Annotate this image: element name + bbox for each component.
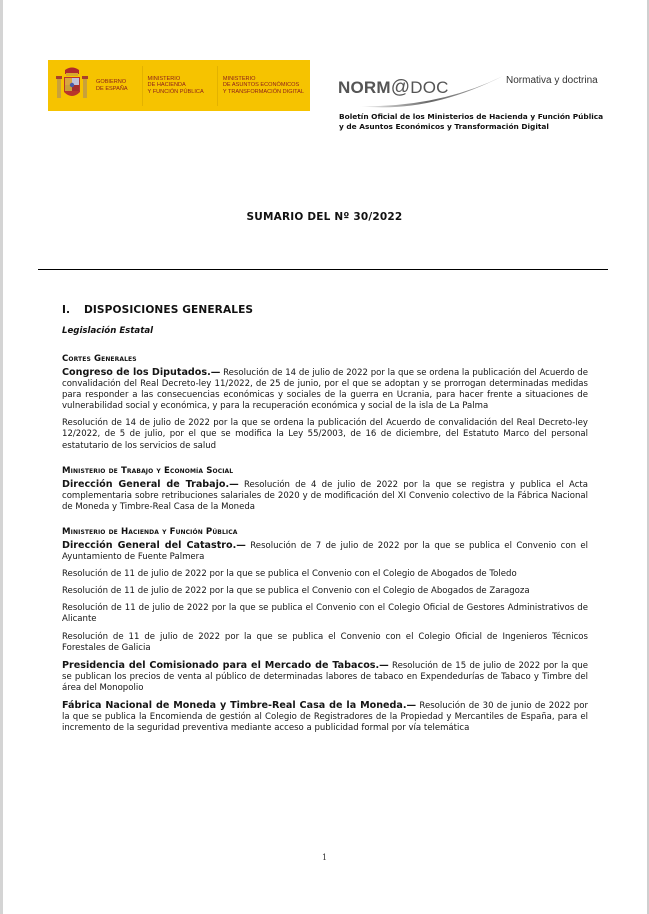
entry-text: Resolución de 14 de julio de 2022 por la que se ordena la publicación del Acuerdo de convalidación del Real Decreto-ley 12/2022, de 5 de julio, por el que se modifica la Ley 55/2003, de 16 de diciembre, del Estatuto Marco del personal estatutario de los servicios de salud	[62, 418, 588, 451]
summary-entry[interactable]	[62, 632, 588, 654]
ministry-heading: Cortes Generales	[62, 354, 137, 364]
summary-entry[interactable]	[62, 367, 588, 412]
summary-entry[interactable]	[62, 660, 588, 694]
gov-line: Y FUNCIÓN PÚBLICA	[147, 88, 204, 95]
subsection-heading: Legislación Estatal	[62, 326, 154, 336]
logo-doc: DOC	[410, 78, 449, 97]
summary-entry[interactable]	[62, 603, 588, 625]
coat-of-arms-icon	[54, 66, 90, 106]
section-heading	[62, 304, 588, 316]
logo-at: @	[390, 77, 411, 98]
gov-line: GOBIERNO	[96, 79, 127, 86]
entry-text: Resolución de 11 de julio de 2022 por la que se publica el Convenio con el Colegio de Abogados de Zaragoza	[62, 586, 530, 597]
entry-text: Resolución de 7 de julio de 2022 por la que se publica el Convenio con el Ayuntamiento de Fuente Palmera	[62, 540, 588, 563]
gov-line: DE HACIENDA	[147, 82, 186, 89]
entry-organization: Presidencia del Comisionado para el Mercado de Tabacos.—	[62, 659, 389, 671]
entry-text: Resolución de 15 de julio de 2022 por la que se publican los precios de venta al público de determinadas labores de tabaco en Expendedurías de Tabaco y Timbre del área del Monopolio	[62, 660, 588, 693]
normadoc-wordmark	[338, 77, 449, 99]
gov-line: DE ESPAÑA	[96, 85, 128, 92]
ministerio-hacienda-label	[142, 66, 217, 106]
entry-organization: Fábrica Nacional de Moneda y Timbre-Real Casa de la Moneda.—	[62, 699, 417, 711]
entry-organization: Dirección General de Trabajo.—	[62, 478, 239, 490]
gov-line: MINISTERIO	[147, 75, 181, 82]
entry-text: Resolución de 11 de julio de 2022 por la que se publica el Convenio con el Colegio de Abogados de Toledo	[62, 569, 517, 580]
entry-text: Resolución de 30 de junio de 2022 por la que se publica la Encomienda de gestión al Colegio de Registradores de la Propiedad y Mercantiles de España, para el incremento de la seguridad preventiva mediante acceso a publicidad formal por vía telemática	[62, 700, 588, 734]
page-title: SUMARIO DEL Nº 30/2022	[246, 211, 403, 223]
section-number: I.	[62, 304, 71, 316]
normadoc-logo	[338, 68, 598, 110]
summary-entry[interactable]	[62, 479, 588, 513]
summary-content	[62, 304, 588, 740]
gobierno-label	[96, 66, 142, 106]
section-title: DISPOSICIONES GENERALES	[84, 304, 254, 316]
logo-norm: NORM	[338, 78, 391, 97]
page-edge-left	[0, 0, 3, 914]
gov-line: MINISTERIO	[222, 75, 256, 82]
summary-entry[interactable]	[62, 700, 588, 734]
entry-text: Resolución de 11 de julio de 2022 por la que se publica el Convenio con el Colegio Oficial de Ingenieros Técnicos Forestales de Galicia	[62, 631, 588, 653]
government-banner	[48, 60, 310, 111]
gov-line: DE ASUNTOS ECONÓMICOS	[222, 82, 300, 89]
horizontal-divider	[38, 269, 608, 270]
ministry-heading: Ministerio de Hacienda y Función Pública	[62, 526, 238, 537]
entry-organization: Congreso de los Diputados.—	[62, 367, 221, 378]
entry-text: Resolución de 11 de julio de 2022 por la que se publica el Convenio con el Colegio Oficial de Gestores Administrativos de Alicante	[62, 603, 588, 625]
bulletin-title: Boletín Oficial de los Ministerios de Hacienda y Función Pública y de Asuntos Económicos y Transformación Digital	[339, 112, 604, 131]
summary-entry[interactable]	[62, 540, 588, 563]
ministerio-asuntos-economicos-label	[217, 66, 310, 106]
summary-entry[interactable]	[62, 418, 588, 451]
summary-entry[interactable]	[62, 586, 588, 597]
entry-text: Resolución de 4 de julio de 2022 por la que se registra y publica el Acta complementaria sobre retribuciones salariales de 2020 y de modificación del XI Convenio colectivo de la Fábrica Nacional de Moneda y Timbre-Real Casa de la Moneda	[62, 479, 588, 512]
gov-line: Y TRANSFORMACIÓN DIGITAL	[222, 88, 304, 95]
entry-organization: Dirección General del Catastro.—	[62, 539, 246, 551]
ministry-heading: Ministerio de Trabajo y Economía Social	[62, 465, 234, 476]
entry-text: Resolución de 14 de julio de 2022 por la que se ordena la publicación del Acuerdo de convalidación del Real Decreto-ley 11/2022, de 25 de junio, por el que se adoptan y se prorrogan determinadas medidas para responder a las consecuencias económicas y sociales de la guerra en Ucrania, para hacer frente a situaciones de vulnerabilidad social y económica, y para la recuperación económica y social de la isla de La Palma	[62, 368, 588, 412]
summary-entry[interactable]	[62, 569, 588, 580]
page-number: 1	[321, 853, 328, 862]
normadoc-tagline: Normativa y doctrina	[506, 75, 598, 86]
